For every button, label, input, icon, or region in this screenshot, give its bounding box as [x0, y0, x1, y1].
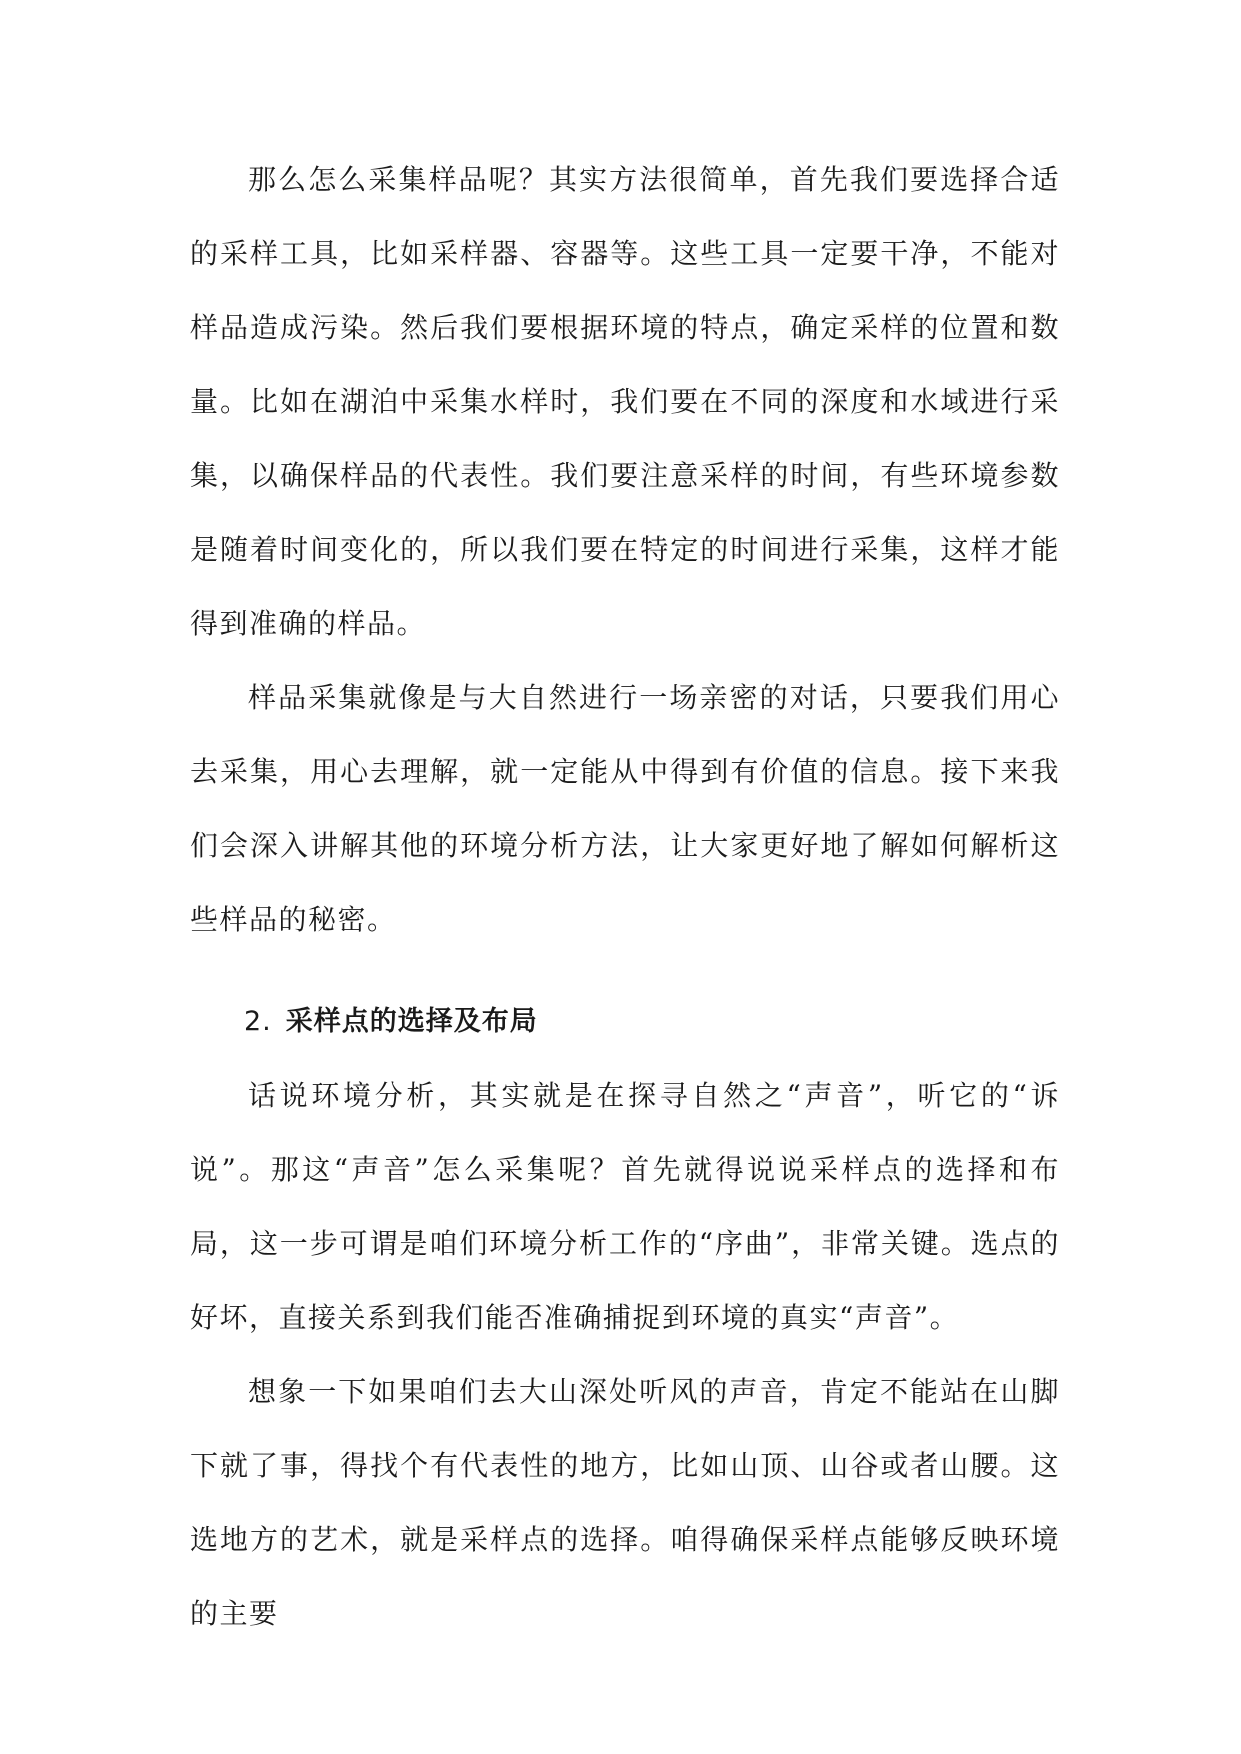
paragraph-sample-collection-method: 那么怎么采集样品呢？其实方法很简单，首先我们要选择合适的采样工具，比如采样器、容器等。这些工具一定要干净，不能对样品造成污染。然后我们要根据环境的特点，确定采样的位置和数量。比如在湖泊中采集水样时，我们要在不同的深度和水域进行采集，以确保样品的代表性。我们要注意采样的时间，有些环境参数是随着时间变化的，所以我们要在特定的时间进行采集，这样才能得到准确的样品。: [190, 163, 1060, 640]
paragraph-sampling-point-analogy: 想象一下如果咱们去大山深处听风的声音，肯定不能站在山脚下就了事，得找个有代表性的地方，比如山顶、山谷或者山腰。这选地方的艺术，就是采样点的选择。咱得确保采样点能够反映环境的主要: [190, 1375, 1060, 1630]
document-body: [190, 143, 1060, 1651]
paragraph-sampling-point-intro: 话说环境分析，其实就是在探寻自然之“声音”，听它的“诉说”。那这“声音”怎么采集呢？首先就得说说采样点的选择和布局，这一步可谓是咱们环境分析工作的“序曲”，非常关键。选点的好坏，直接关系到我们能否准确捕捉到环境的真实“声音”。: [190, 1079, 1060, 1334]
paragraph-sample-collection-dialogue: 样品采集就像是与大自然进行一场亲密的对话，只要我们用心去采集，用心去理解，就一定能从中得到有价值的信息。接下来我们会深入讲解其他的环境分析方法，让大家更好地了解如何解析这些样品的秘密。: [190, 681, 1060, 936]
section-number: 2.: [244, 1006, 272, 1037]
section-heading: [190, 985, 1060, 1059]
section-title: 采样点的选择及布局: [285, 1006, 538, 1037]
